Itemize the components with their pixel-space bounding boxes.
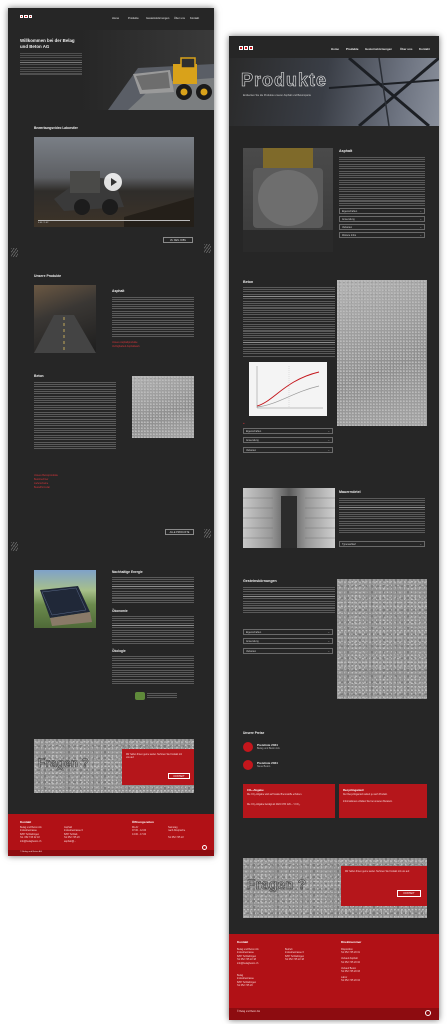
hero-image-loader <box>78 34 214 110</box>
mauermoertel-image <box>243 488 335 548</box>
cta-big-text: Fragen ? <box>38 756 89 770</box>
beton-text <box>34 382 116 450</box>
brick-wall-illustration <box>243 488 335 548</box>
nav-produkte[interactable]: Produkte <box>128 17 139 20</box>
gestein-image <box>337 579 427 699</box>
asphalt-text <box>112 297 194 337</box>
asphalt-link-products[interactable]: Unsere Asphaltprodukte <box>112 341 138 344</box>
ecology-title: Ökologie <box>112 649 126 653</box>
asphalt-text <box>339 157 425 207</box>
dropdown-label: Varianten <box>342 225 353 229</box>
ecology-text <box>112 656 194 686</box>
hero-title: Produkte <box>241 70 328 90</box>
co2-box <box>243 784 335 818</box>
price-list-sub: Belag und Beton AG <box>257 747 280 750</box>
cta-contact-button[interactable]: KONTAKT <box>168 773 190 779</box>
beton-dropdown-variants[interactable] <box>243 447 333 453</box>
footer-bottom-bar <box>229 1008 439 1020</box>
video-time: 0:00 / 1:42 <box>38 222 49 224</box>
co2-line-1: Die CO₂-Abgabe wird auf fossile Brennstoffe erhoben. <box>247 794 302 796</box>
footer-direct-text: Disposition Tel 052 745 20 01 Verkauf Asphalt Tel 052 745 20 02 Verkauf Beton Tel 052 745 20 03 Labor Tel 052 745 20 04 <box>341 948 361 983</box>
asphalt-link-availability[interactable]: Verfügbarkeit Asphaltwerk <box>112 345 140 348</box>
cta-text: Wir helfen Ihnen gerne weiter. Nehmen Sie Kontakt mit uns auf. <box>126 754 182 759</box>
dropdown-label: Varianten <box>246 649 257 653</box>
solar-image <box>34 570 96 628</box>
footer-hours-title: Öffnungszeiten <box>132 820 154 824</box>
hero-structure-image <box>229 58 439 126</box>
chevron-down-icon: ⌄ <box>419 233 422 237</box>
footer-contact-text: Belag und Beton AG Industriestrasse 8257 Schlattingen Tel 052 745 22 18 info@belagbeton.ch <box>237 948 259 965</box>
company-logo[interactable] <box>239 46 253 50</box>
play-button[interactable] <box>104 173 122 191</box>
beton-link-products[interactable]: Unsere Betonprodukte <box>34 474 58 477</box>
asphalt-dropdown-application[interactable] <box>339 216 425 222</box>
decor-stripes <box>204 529 211 538</box>
dropdown-label: Eigenschaften <box>246 429 262 433</box>
price-list-title[interactable]: Preisliste 2024 <box>257 761 278 765</box>
chevron-down-icon: ⌄ <box>327 649 330 653</box>
beton-dropdown-properties[interactable] <box>243 428 333 434</box>
prices-heading: Unsere Preise <box>243 731 265 735</box>
price-list-sub: Neue Beton <box>257 765 271 768</box>
video-player[interactable] <box>34 137 194 227</box>
footer-hours-text: Mo-Fr 07.00 - 12.00 13.00 - 17.00 <box>132 826 147 836</box>
dropdown-label: Anwendung <box>246 639 259 643</box>
footer-belag-text: Belag Industriestrasse 8257 Schlattingen Tel 052 745 20 <box>237 974 257 988</box>
road-roller-illustration <box>243 148 333 252</box>
decor-stripes <box>204 244 211 253</box>
footer-direct-title: Direktnummer <box>341 940 362 944</box>
beton-link[interactable]: ● <box>243 422 245 425</box>
recycling-line-2: Informationen erhalten Sie bei unseren Beratern. <box>343 801 393 803</box>
cta-contact-button[interactable]: KONTAKT <box>397 890 421 897</box>
chevron-down-icon: ⌄ <box>327 429 330 433</box>
video-title: Bewerbungsvideo Laborstier <box>34 126 78 130</box>
dropdown-label: Weitere Infos <box>342 233 357 237</box>
beton-image <box>132 376 194 438</box>
dropdown-label: Eigenschaften <box>246 630 262 634</box>
beton-link-calculator[interactable]: Betonrechner <box>34 478 49 481</box>
hero-text <box>20 53 82 75</box>
beton-strength-diagram <box>249 362 327 416</box>
chevron-down-icon: ⌄ <box>419 217 422 221</box>
jobs-button[interactable]: ZU DEN JOBS <box>163 237 193 243</box>
footer-copyright: © Belag und Beton AG <box>20 851 43 853</box>
all-products-button[interactable]: ALLE PRODUKTE <box>165 529 194 535</box>
gestein-title: Gesteinskörnungen <box>243 579 277 583</box>
nav-home[interactable]: Home <box>331 47 339 51</box>
footer-contact-title: Kontakt <box>237 940 249 944</box>
asphalt-dropdown-properties[interactable] <box>339 208 425 214</box>
beton-title: Beton <box>34 374 44 378</box>
play-icon <box>104 173 122 191</box>
mauermoertel-text <box>339 498 425 534</box>
nav-ueber-uns[interactable]: Über uns <box>400 47 413 51</box>
ecology-badge <box>135 692 145 700</box>
company-logo[interactable] <box>20 15 32 18</box>
price-list-title[interactable]: Preisliste 2024 <box>257 743 278 747</box>
chevron-down-icon: ⌄ <box>327 438 330 442</box>
scroll-top-icon[interactable] <box>425 1010 431 1016</box>
chevron-down-icon: ⌄ <box>419 225 422 229</box>
co2-title: CO₂-Abgabe <box>247 788 264 792</box>
cta-big-text: Fragen ? <box>247 876 307 892</box>
beton-text <box>243 287 335 357</box>
asphalt-road-illustration <box>34 285 96 353</box>
pdf-icon[interactable] <box>243 742 253 752</box>
chevron-down-icon: ⌄ <box>327 448 330 452</box>
energy-text <box>112 577 194 603</box>
beton-image <box>337 280 427 426</box>
decor-stripes <box>11 248 18 257</box>
mauermoertel-title: Mauermörtel <box>339 490 361 494</box>
nav-gesteinskoernungen[interactable]: Gesteinskörnungen <box>146 17 170 20</box>
solar-roof-illustration <box>34 570 96 628</box>
beton-link-order[interactable]: Bestellformular <box>34 486 50 489</box>
footer-contact-text: Belag und Beton AG Industriestrasse 8257 Schlattingen Tel. 052 745 22 18 info@belagbeton.ch <box>20 826 42 843</box>
recycling-title: Recyclinganteil <box>343 788 364 792</box>
chevron-down-icon: ⌄ <box>327 630 330 634</box>
energy-title: Nachhaltige Energie <box>112 570 143 574</box>
economy-title: Ökonomie <box>112 609 128 613</box>
beton-link-delivery[interactable]: Lieferscheine <box>34 482 49 485</box>
hero-section <box>229 58 439 126</box>
asphalt-dropdown-more[interactable] <box>339 232 425 238</box>
beton-title: Beton <box>243 280 254 284</box>
asphalt-title: Asphalt <box>112 289 125 293</box>
cta-text: Wir helfen Ihnen gerne weiter. Nehmen Sie Kontakt mit uns auf. <box>345 871 410 873</box>
economy-text <box>112 616 194 644</box>
mauermoertel-dropdown[interactable] <box>339 541 425 547</box>
cta-box <box>341 866 427 906</box>
gestein-dropdown-application[interactable] <box>243 638 333 644</box>
video-progress-bar[interactable] <box>38 220 190 221</box>
footer-copyright: © Belag und Beton AG <box>237 1011 261 1013</box>
gestein-dropdown-variants[interactable] <box>243 648 333 654</box>
dropdown-label: Anwendung <box>342 217 355 221</box>
asphalt-title: Asphalt <box>339 149 353 153</box>
cta-box <box>122 749 194 785</box>
homepage-screenshot <box>8 8 214 856</box>
co2-line-2: Die CO₂-Abgabe beträgt ab 2024 CHF 120.- / t CO₂. <box>247 804 301 806</box>
beton-dropdown-application[interactable] <box>243 437 333 443</box>
chevron-down-icon: ⌄ <box>419 542 422 546</box>
footer-asphalt-text: Asphalt Industriestrasse 6 8257 Schlatt. Tel 052 745 20 asphalt@... <box>64 826 83 843</box>
asphalt-dropdown-variants[interactable] <box>339 224 425 230</box>
pdf-icon[interactable] <box>243 760 253 770</box>
recycling-box <box>339 784 427 818</box>
footer-contact-title: Kontakt <box>20 820 32 824</box>
recycling-line-1: Der Recyclinganteil variiert je nach Produkt. <box>343 794 388 796</box>
nav-kontakt[interactable]: Kontakt <box>419 47 430 51</box>
ecology-badge-text <box>147 693 177 699</box>
nav-kontakt[interactable]: Kontakt <box>190 17 200 20</box>
hero-subtitle: Entdecken Sie die Produkte unserer Asphalt und Betonsparte <box>243 94 311 97</box>
nav-produkte-active[interactable]: Produkte <box>346 47 359 51</box>
decor-stripes <box>11 542 18 551</box>
chevron-down-icon: ⌄ <box>327 639 330 643</box>
footer-betrieb-text: Betrieb Industriestrasse 6 8257 Schlattingen Tel 052 745 22 18 <box>285 948 305 962</box>
chevron-down-icon: ⌄ <box>419 209 422 213</box>
hero-title: Willkommen bei der Belag und Beton AG <box>20 38 75 49</box>
footer-saturday-text: Samstag nach Absprache Tel 052 745 22 <box>168 826 186 840</box>
asphalt-image <box>34 285 96 353</box>
dropdown-label: Anwendung <box>246 438 259 442</box>
scroll-top-icon[interactable] <box>202 845 207 850</box>
gestein-text <box>243 587 335 613</box>
products-heading: Unsere Produkte <box>34 274 62 278</box>
nav-gesteinskoernungen[interactable]: Gesteinskörnungen <box>365 47 393 51</box>
nav-ueber-uns[interactable]: Über uns <box>174 17 185 20</box>
asphalt-image <box>243 148 333 252</box>
dropdown-label: Varianten <box>246 448 257 452</box>
gestein-dropdown-properties[interactable] <box>243 629 333 635</box>
dropdown-label: Typenauflauf <box>342 542 356 546</box>
nav-home[interactable]: Home <box>112 17 120 20</box>
products-page-screenshot <box>229 36 439 1020</box>
dropdown-label: Eigenschaften <box>342 209 358 213</box>
